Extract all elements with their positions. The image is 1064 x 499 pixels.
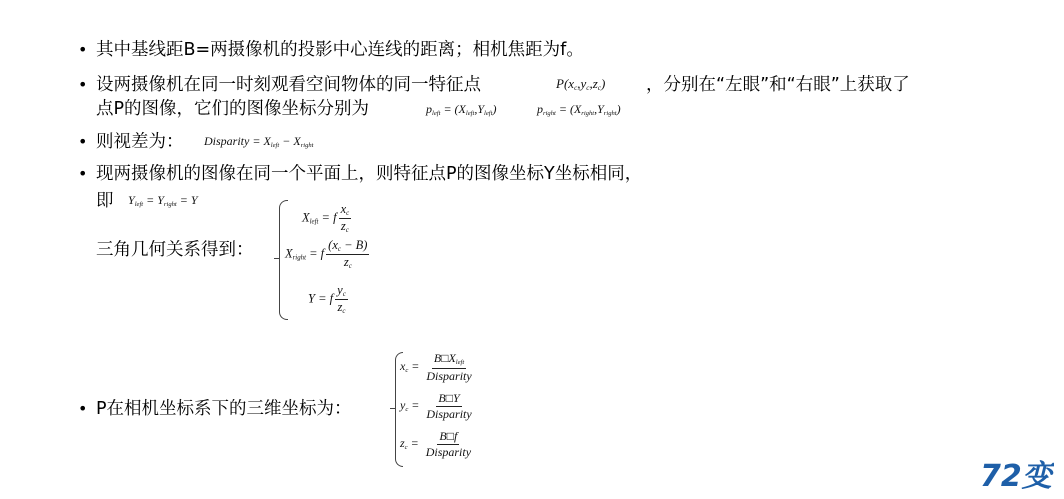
bullet-dot-3: •	[78, 132, 88, 151]
system-brace-tip-triangulation	[274, 258, 280, 259]
bullet-2-line2: 点P的图像，它们的图像坐标分别为	[96, 99, 370, 119]
watermark-logo-text: 72变	[980, 459, 1052, 494]
formula-y-tri: Y = f $\frac{y_c}{z_c}$	[308, 283, 346, 316]
bullet-1-text: 其中基线距B=两摄像机的投影中心连线的距离；相机焦距为f。	[96, 40, 584, 60]
system-brace-tip-3d	[390, 408, 396, 409]
bullet-2-line1: 设两摄像机在同一时刻观看空间物体的同一特征点	[96, 75, 481, 95]
bullet-2-line1-tail: ，分别在“左眼”和“右眼”上获取了	[646, 75, 910, 95]
formula-point-p: $P(x_c,y_c,z_c)$	[556, 76, 606, 92]
formula-y-equal: $Y_{left} = Y_{right} = Y$	[128, 193, 198, 208]
watermark-logo	[978, 452, 1054, 494]
formula-disparity: Disparity = $X_{left} - X_{right}$	[204, 134, 314, 149]
formula-p-left: $p_{left} = (X_{left},Y_{left})$	[426, 102, 497, 117]
bullet-dot-2: •	[78, 75, 88, 94]
bullet-4-line2: 即	[96, 191, 114, 211]
formula-yc: $y_c$ = $\frac{B□Y}{\text{Disparity}}$	[400, 391, 472, 421]
bullet-4-line1: 现两摄像机的图像在同一个平面上，则特征点P的图像坐标Y坐标相同，	[96, 164, 643, 184]
bullet-dot-4: •	[78, 164, 88, 183]
bullet-4-line3: 三角几何关系得到：	[96, 240, 254, 260]
formula-p-right: $p_{right} = (X_{right},Y_{right})$	[537, 102, 621, 117]
formula-zc: $z_c$ = $\frac{B□f}{\text{Disparity}}$	[400, 429, 472, 459]
bullet-3-text: 则视差为：	[96, 132, 184, 152]
bullet-dot-1: •	[78, 40, 88, 59]
formula-xc: $x_c$ = $\frac{B□X_{left}}{\text{Disparity}}$	[400, 351, 472, 383]
formula-x-left: $X_{left} = f$ $\frac{x_c}{z_c}$	[302, 202, 350, 235]
bullet-5-text: P在相机坐标系下的三维坐标为：	[96, 399, 352, 419]
bullet-dot-5: •	[78, 399, 88, 418]
formula-x-right: $X_{right} = f$ $\frac{(x_c - B)}{z_c}$	[285, 238, 368, 271]
